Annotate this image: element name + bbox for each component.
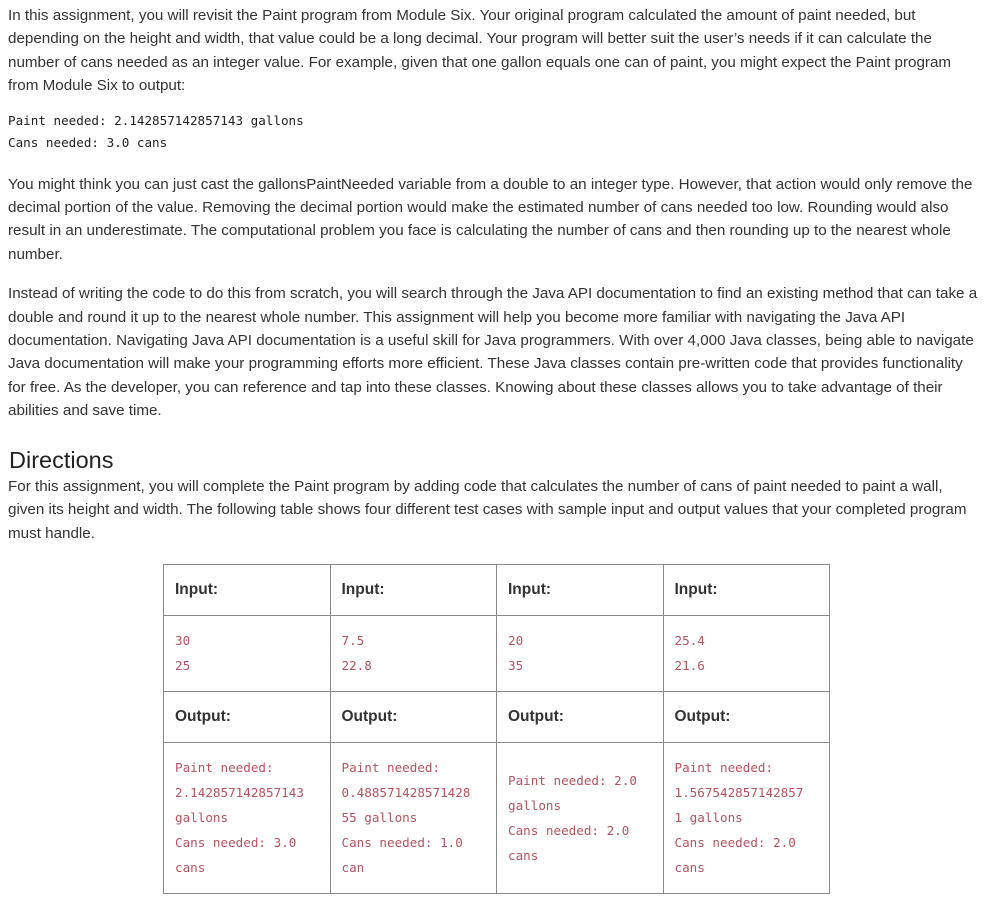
input-width: 22.8: [341, 658, 372, 674]
output-values: [175, 755, 319, 880]
input-values-row: [164, 615, 830, 691]
code-line-paint: Paint needed: 2.142857142857143 gallons: [8, 112, 304, 128]
output-header-cell: Output:: [330, 691, 497, 742]
output-line: 1.567542857142857: [674, 785, 804, 801]
output-line: cans: [175, 860, 206, 876]
output-line: gallons: [175, 810, 229, 826]
output-values-cell: [497, 742, 664, 893]
input-values: [342, 628, 486, 678]
output-header-cell: Output:: [497, 691, 664, 742]
code-line-cans: Cans needed: 3.0 cans: [8, 135, 168, 151]
output-line: cans: [674, 860, 705, 876]
output-line: can: [341, 860, 365, 876]
input-height: 30: [175, 633, 191, 649]
input-values-cell: [164, 615, 331, 691]
output-line: Paint needed:: [175, 760, 274, 776]
input-header-cell: Input:: [164, 564, 331, 615]
output-line: 1 gallons: [674, 810, 743, 826]
input-header-cell: Input:: [497, 564, 664, 615]
output-values: [342, 755, 486, 880]
input-height: 20: [508, 633, 524, 649]
test-cases-table: [163, 564, 830, 894]
output-line: Cans needed: 2.0: [508, 822, 630, 838]
output-values-row: [164, 742, 830, 893]
directions-heading: Directions: [9, 446, 114, 473]
input-width: 21.6: [674, 658, 705, 674]
output-line: Paint needed:: [341, 760, 441, 776]
directions-paragraph: For this assignment, you will complete the Paint program by adding code that calculates the number of cans of paint needed to paint a wall, given its height and width. The following table shows four different test cases with sample input and output values that your completed program must handle.: [8, 477, 967, 542]
input-header-cell: Input:: [663, 564, 830, 615]
output-values-cell: [330, 742, 497, 893]
input-height: 7.5: [341, 633, 365, 649]
output-line: Cans needed: 2.0: [674, 835, 796, 851]
output-header-cell: Output:: [164, 691, 331, 742]
output-line: Cans needed: 1.0: [341, 835, 463, 851]
input-header-cell: Input:: [330, 564, 497, 615]
output-line: Paint needed: 2.0: [508, 772, 637, 788]
input-values-cell: [330, 615, 497, 691]
output-line: cans: [508, 847, 539, 863]
output-line: gallons: [508, 797, 562, 813]
intro-paragraph-2: You might think you can just cast the gallonsPaintNeeded variable from a double to an integer type. However, that action would only remove the decimal portion of the value. Removing the decimal portion would make the estimated number of cans needed too low. Rounding would also result in an underestimate. The computational problem you face is calculating the number of cans and then rounding up to the nearest whole number.: [8, 175, 973, 263]
output-line: 55 gallons: [341, 810, 418, 826]
input-width: 25: [175, 658, 191, 674]
input-values: [175, 628, 319, 678]
output-header-cell: Output:: [663, 691, 830, 742]
sample-output-code: [8, 110, 979, 155]
output-line: Cans needed: 3.0: [175, 835, 297, 851]
intro-paragraph-3: Instead of writing the code to do this from scratch, you will search through the Java API documentation to find an existing method that can take a double and round it up to the nearest whole number. This assignment will help you become more familiar with navigating the Java API documentation. Navigating Java API documentation is a useful skill for Java programmers. With over 4,000 Java classes, being able to navigate Java documentation will make your programming efforts more efficient. These Java classes contain pre-written code that provides functionality for free. As the developer, you can reference and tap into these classes. Knowing about these classes allows you to take advantage of their abilities and save time.: [8, 285, 978, 420]
output-values-cell: [663, 742, 830, 893]
input-values-cell: [663, 615, 830, 691]
output-header-row: [164, 691, 830, 742]
input-values-cell: [497, 615, 664, 691]
output-line: Paint needed:: [674, 760, 774, 776]
input-values: [508, 628, 652, 678]
input-values: [675, 628, 819, 678]
output-values: [675, 755, 819, 880]
input-header-row: [164, 564, 830, 615]
output-line: 2.142857142857143: [175, 785, 304, 801]
output-values-cell: [164, 742, 331, 893]
input-height: 25.4: [674, 633, 705, 649]
input-width: 35: [508, 658, 524, 674]
intro-paragraph-1: In this assignment, you will revisit the Paint program from Module Six. Your original program calculated the amount of paint needed, but depending on the height and width, that value could be a long decimal. Your program will better suit the user’s needs if it can calculate the number of cans needed as an integer value. For example, given that one gallon equals one can of paint, you might expect the Paint program from Module Six to output:: [8, 7, 952, 95]
output-line: 0.488571428571428: [341, 785, 471, 801]
output-values: [508, 768, 652, 868]
